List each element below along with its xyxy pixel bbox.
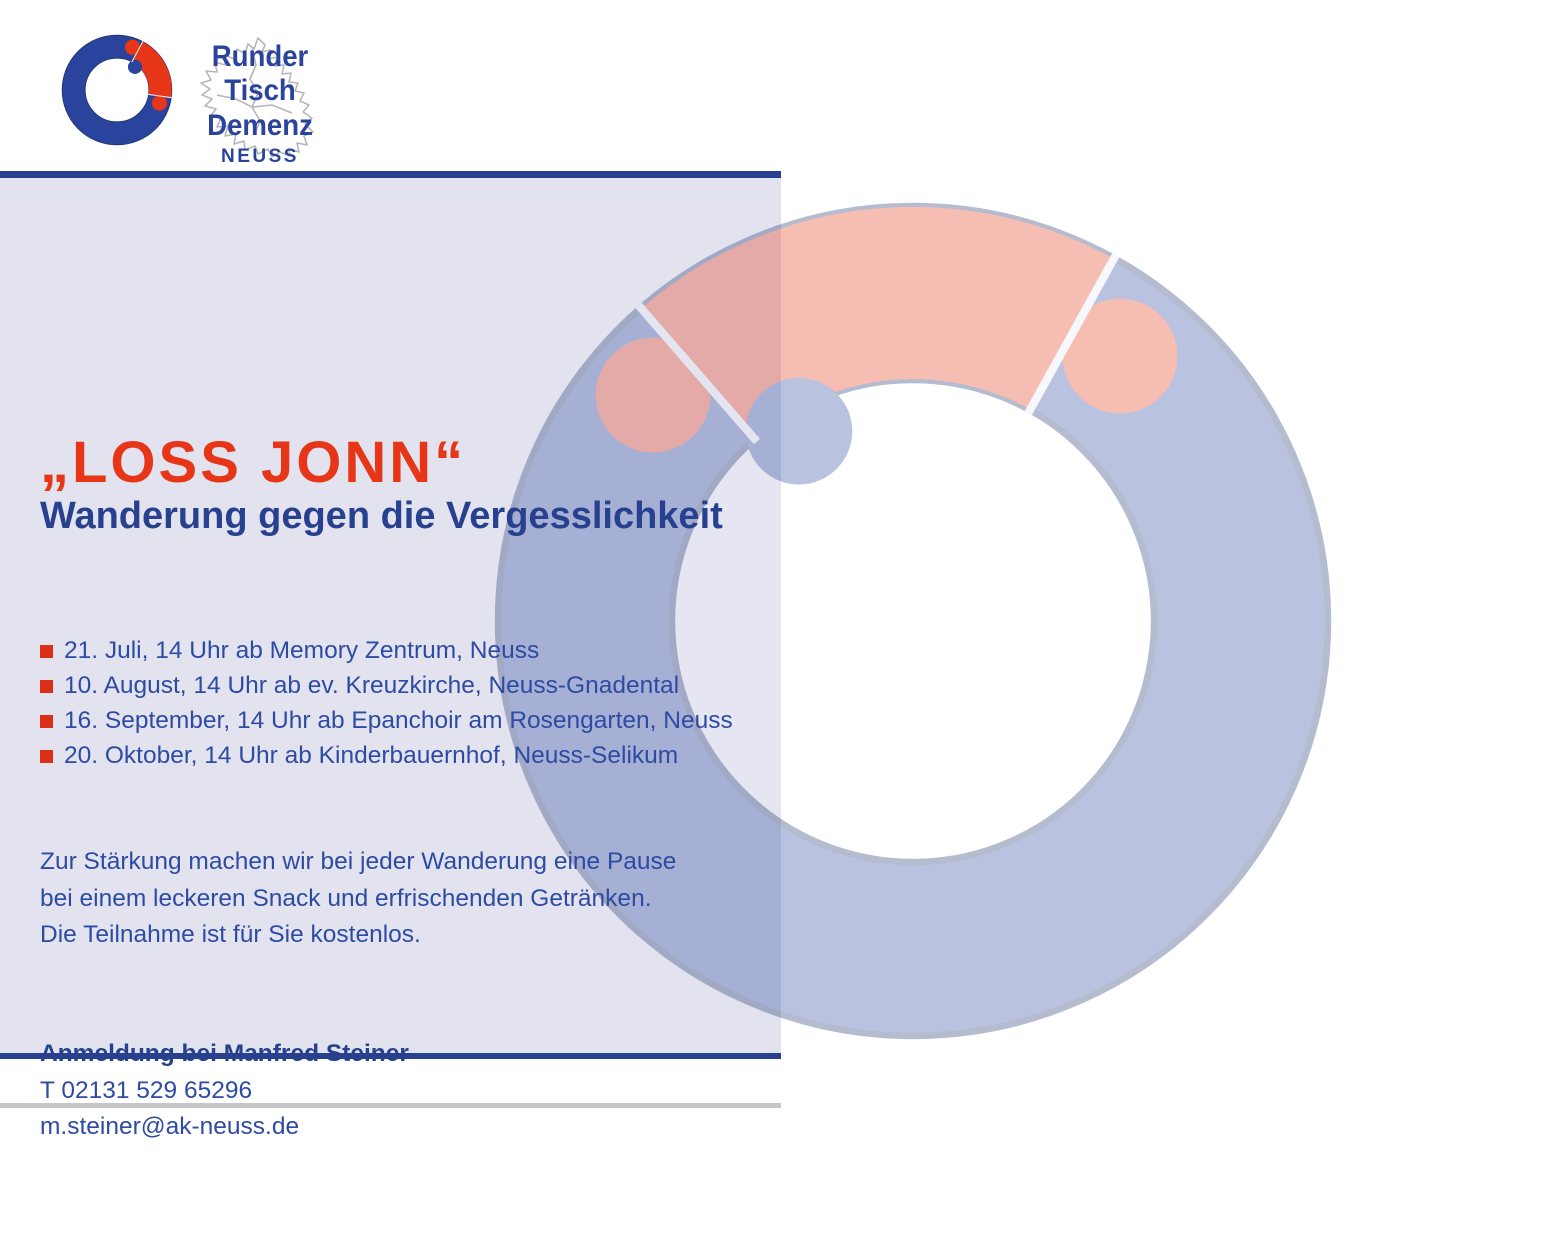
watermark-puzzle-ring-icon <box>277 0 1548 1257</box>
event-item <box>40 672 733 707</box>
org-name-line2: Demenz <box>207 109 313 142</box>
description-paragraph <box>40 844 676 954</box>
event-list <box>40 637 733 777</box>
org-name-line1: Runder Tisch <box>211 40 309 107</box>
flyer-page <box>0 0 781 1140</box>
bullet-square-icon <box>40 715 53 728</box>
bullet-square-icon <box>40 750 53 763</box>
contact-email: m.steiner@ak-neuss.de <box>40 1113 300 1140</box>
bottom-gray-strip <box>0 1103 781 1108</box>
flyer-subtitle: Wanderung gegen die Vergesslichkeit <box>40 495 723 537</box>
contact-phone: T 02131 529 65296 <box>40 1076 253 1104</box>
flyer-body <box>0 178 781 1140</box>
description-line: bei einem leckeren Snack und erfrischenden Getränken. <box>40 884 652 912</box>
event-item <box>40 707 733 742</box>
event-item-label: 21. Juli, 14 Uhr ab Memory Zentrum, Neuss <box>64 637 540 664</box>
description-line: Zur Stärkung machen wir bei jeder Wanderung eine Pause <box>40 848 677 875</box>
event-item-label: 20. Oktober, 14 Uhr ab Kinderbauernhof, Neuss-Selikum <box>64 742 679 769</box>
description-line: Die Teilnahme ist für Sie kostenlos. <box>40 921 421 948</box>
bullet-square-icon <box>40 645 53 658</box>
org-name <box>168 40 352 168</box>
event-item-label: 10. August, 14 Uhr ab ev. Kreuzkirche, Neuss-Gnadental <box>64 672 680 699</box>
event-item <box>40 637 733 672</box>
org-name-city: NEUSS <box>221 146 299 167</box>
event-item <box>40 742 733 777</box>
event-item-label: 16. September, 14 Uhr ab Epanchoir am Rosengarten, Neuss <box>64 707 733 734</box>
footer-divider <box>0 1053 781 1059</box>
bullet-square-icon <box>40 680 53 693</box>
puzzle-ring-icon <box>52 25 182 155</box>
flyer-title: „LOSS JONN“ <box>40 430 467 495</box>
